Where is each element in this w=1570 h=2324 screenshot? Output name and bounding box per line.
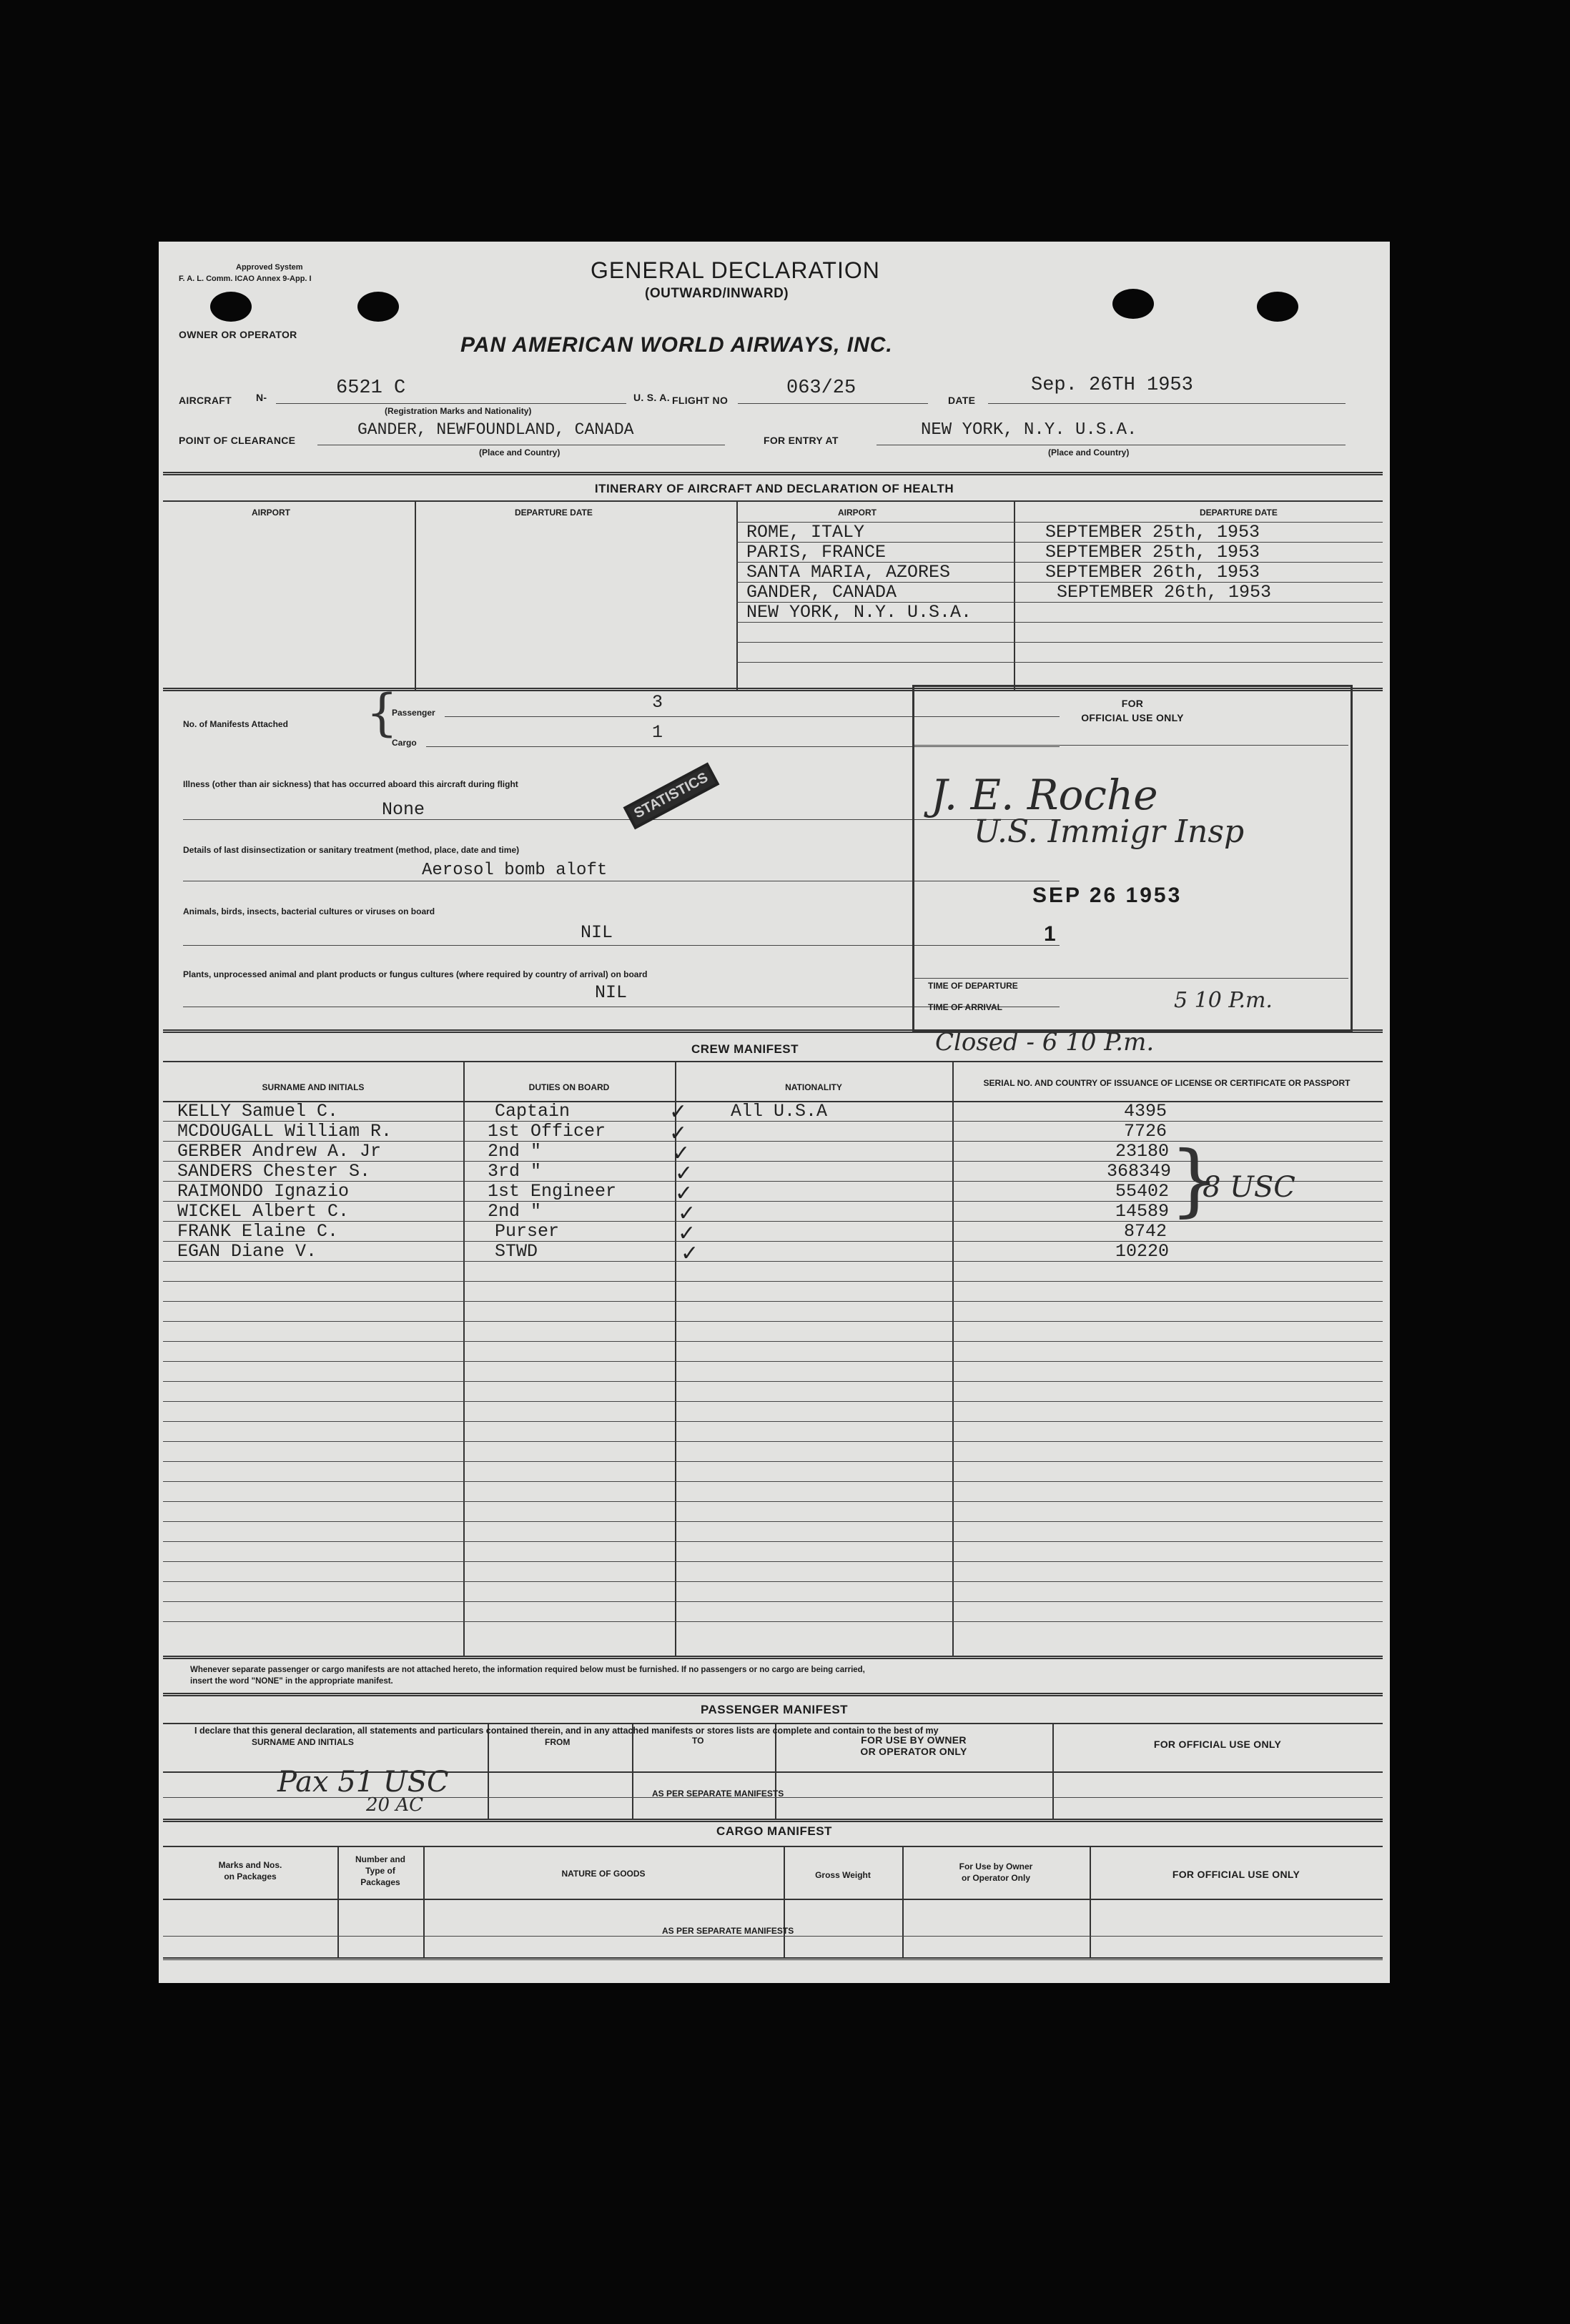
cargo-col-nature: NATURE OF GOODS xyxy=(561,1869,646,1879)
official-heading-2: OFFICIAL USE ONLY xyxy=(1081,712,1184,723)
cargo-col-official: FOR OFFICIAL USE ONLY xyxy=(1172,1869,1300,1880)
itinerary-heading: ITINERARY OF AIRCRAFT AND DECLARATION OF HEALTH xyxy=(594,482,954,495)
crew-col-name: SURNAME AND INITIALS xyxy=(262,1082,365,1092)
pax-hand-note-2: 20 AC xyxy=(366,1794,424,1816)
crew-col-nationality: NATIONALITY xyxy=(785,1082,842,1092)
crew-name: MCDOUGALL William R. xyxy=(177,1121,393,1142)
usa-label: U. S. A. xyxy=(633,392,670,403)
crew-serial: 10220 xyxy=(1115,1241,1170,1262)
crew-duty: 1st Officer xyxy=(488,1121,606,1142)
passenger-count: 3 xyxy=(652,692,663,713)
cargo-col-marks-2: on Packages xyxy=(224,1871,277,1882)
cargo-separate-manifests: AS PER SEPARATE MANIFESTS xyxy=(662,1926,794,1936)
crew-duty: Purser xyxy=(495,1221,560,1242)
form-title: GENERAL DECLARATION xyxy=(591,257,880,283)
crew-name: SANDERS Chester S. xyxy=(177,1161,371,1182)
cargo-count: 1 xyxy=(652,722,663,743)
inspector-title: U.S. Immigr Insp xyxy=(974,814,1245,850)
cargo-col-owner-1: For Use by Owner xyxy=(959,1861,1033,1871)
pax-col-name: SURNAME AND INITIALS xyxy=(252,1737,354,1747)
passenger-label: Passenger xyxy=(392,708,435,718)
check-mark-icon: ✓ xyxy=(675,1182,693,1205)
itinerary-date: SEPTEMBER 25th, 1953 xyxy=(1045,522,1260,543)
aircraft-label: AIRCRAFT xyxy=(179,395,232,406)
owner-label: OWNER OR OPERATOR xyxy=(179,329,297,340)
check-mark-icon: ✓ xyxy=(669,1122,688,1145)
registration-note: (Registration Marks and Nationality) xyxy=(385,406,532,416)
clearance-label: POINT OF CLEARANCE xyxy=(179,435,296,446)
crew-serial: 368349 xyxy=(1107,1161,1172,1182)
entry-value: NEW YORK, N.Y. U.S.A. xyxy=(921,420,1137,440)
illness-value: None xyxy=(382,799,425,820)
check-mark-icon: ✓ xyxy=(669,1100,688,1124)
arrival-time-label: TIME OF ARRIVAL xyxy=(928,1002,1002,1012)
check-mark-icon: ✓ xyxy=(675,1162,693,1185)
itinerary-airport: SANTA MARIA, AZORES xyxy=(746,562,951,583)
owner-value: PAN AMERICAN WORLD AIRWAYS, INC. xyxy=(460,333,893,357)
animals-label: Animals, birds, insects, bacterial cultures or viruses on board xyxy=(183,906,435,916)
punch-hole-right-1 xyxy=(1112,289,1154,319)
cargo-col-gross: Gross Weight xyxy=(815,1870,871,1880)
crew-name: WICKEL Albert C. xyxy=(177,1201,350,1222)
closed-note: Closed - 6 10 P.m. xyxy=(935,1028,1155,1057)
itinerary-airport: GANDER, CANADA xyxy=(746,582,897,603)
crew-name: RAIMONDO Ignazio xyxy=(177,1181,350,1202)
check-mark-icon: ✓ xyxy=(681,1242,699,1265)
statistics-stamp-text: STATISTICS xyxy=(623,763,719,830)
crew-duty: STWD xyxy=(495,1241,538,1262)
crew-duty: 2nd " xyxy=(488,1141,542,1162)
form-subtitle: (OUTWARD/INWARD) xyxy=(645,286,789,301)
pax-hand-note-1: Pax 51 USC xyxy=(277,1766,449,1799)
check-mark-icon: ✓ xyxy=(672,1142,691,1165)
date-value: Sep. 26TH 1953 xyxy=(1031,375,1193,396)
clearance-value: GANDER, NEWFOUNDLAND, CANADA xyxy=(357,420,634,439)
crew-serial: 8742 xyxy=(1124,1221,1167,1242)
crew-serial: 55402 xyxy=(1115,1181,1170,1202)
manifests-brace: { xyxy=(366,683,398,742)
pax-col-official: FOR OFFICIAL USE ONLY xyxy=(1153,1739,1282,1750)
crew-name: KELLY Samuel C. xyxy=(177,1101,339,1122)
flight-label: FLIGHT NO xyxy=(672,395,729,406)
crew-col-duties: DUTIES ON BOARD xyxy=(528,1082,610,1092)
crew-nationality-all: All U.S.A xyxy=(731,1101,828,1122)
crew-name: FRANK Elaine C. xyxy=(177,1221,339,1242)
declaration-text-1: I declare that this general declaration, all statements and particulars contained therein, and in any attached manifests or stores lists are complete and contain to the best of my xyxy=(194,1726,939,1736)
stamp-number: 1 xyxy=(1044,922,1056,946)
itinerary-date: SEPTEMBER 26th, 1953 xyxy=(1045,562,1260,583)
pax-col-owner-1: FOR USE BY OWNER xyxy=(861,1734,967,1746)
itinerary-airport: PARIS, FRANCE xyxy=(746,542,887,563)
approved-note: Approved System xyxy=(236,263,303,272)
departure-time-label: TIME OF DEPARTURE xyxy=(928,981,1018,991)
pax-col-from: FROM xyxy=(545,1737,571,1747)
illness-label: Illness (other than air sickness) that has occurred aboard this aircraft during flight xyxy=(183,779,518,789)
date-stamp: SEP 26 1953 xyxy=(1032,884,1183,907)
check-mark-icon: ✓ xyxy=(678,1222,696,1245)
crew-serial: 4395 xyxy=(1124,1101,1167,1122)
disinsectization-value: Aerosol bomb aloft xyxy=(422,861,608,880)
crew-serial-brace: } xyxy=(1170,1134,1220,1225)
flight-value: 063/25 xyxy=(786,377,856,399)
crew-duty: 3rd " xyxy=(488,1161,542,1182)
inspector-signature: J. E. Roche xyxy=(931,771,1158,819)
cargo-label: Cargo xyxy=(392,738,417,748)
disinsectization-label: Details of last disinsectization or sanitary treatment (method, place, date and time) xyxy=(183,845,520,855)
itinerary-airport: NEW YORK, N.Y. U.S.A. xyxy=(746,602,972,623)
entry-label: FOR ENTRY AT xyxy=(764,435,839,446)
official-heading-1: FOR xyxy=(1121,698,1144,709)
notice-text-1: Whenever separate passenger or cargo manifests are not attached hereto, the information required below must be furnished. If no passengers or no cargo are being carried, xyxy=(190,1666,865,1674)
itinerary-col-departure-2: DEPARTURE DATE xyxy=(1200,508,1278,518)
place-note-2: (Place and Country) xyxy=(1048,448,1130,458)
notice-text-2: insert the word "NONE" in the appropriate manifest. xyxy=(190,1677,393,1686)
crew-name: GERBER Andrew A. Jr xyxy=(177,1141,382,1162)
crew-duty: 1st Engineer xyxy=(488,1181,617,1202)
crew-col-serial: SERIAL NO. AND COUNTRY OF ISSUANCE OF LICENSE OR CERTIFICATE OR PASSPORT xyxy=(983,1078,1351,1088)
passenger-manifest-heading: PASSENGER MANIFEST xyxy=(700,1703,849,1716)
itinerary-col-departure-1: DEPARTURE DATE xyxy=(515,508,593,518)
plants-value: NIL xyxy=(595,982,628,1003)
cargo-col-number-2: Type of xyxy=(365,1866,395,1876)
crew-duty: 2nd " xyxy=(488,1201,542,1222)
crew-serial: 7726 xyxy=(1124,1121,1167,1142)
itinerary-date: SEPTEMBER 25th, 1953 xyxy=(1045,542,1260,563)
arrival-time-value: 5 10 P.m. xyxy=(1174,988,1273,1013)
crew-serial: 23180 xyxy=(1115,1141,1170,1162)
itinerary-col-airport-1: AIRPORT xyxy=(252,508,290,518)
aircraft-prefix: N- xyxy=(256,392,267,403)
faal-note: F. A. L. Comm. ICAO Annex 9-App. I xyxy=(179,275,312,283)
animals-value: NIL xyxy=(581,922,613,943)
cargo-col-owner-2: or Operator Only xyxy=(961,1873,1031,1883)
crew-name: EGAN Diane V. xyxy=(177,1241,317,1262)
date-label: DATE xyxy=(948,395,976,406)
check-mark-icon: ✓ xyxy=(678,1202,696,1225)
crew-serial: 14589 xyxy=(1115,1201,1170,1222)
punch-hole-left-1 xyxy=(210,292,252,322)
plants-label: Plants, unprocessed animal and plant products or fungus cultures (where required by country of arrival) on board xyxy=(183,969,648,979)
crew-heading: CREW MANIFEST xyxy=(691,1042,799,1056)
cargo-manifest-heading: CARGO MANIFEST xyxy=(716,1824,832,1838)
place-note-1: (Place and Country) xyxy=(479,448,561,458)
cargo-col-number-3: Packages xyxy=(360,1877,400,1887)
itinerary-airport: ROME, ITALY xyxy=(746,522,865,543)
crew-initials-note: 8 USC xyxy=(1203,1171,1295,1204)
punch-hole-right-2 xyxy=(1257,292,1298,322)
pax-separate-manifests: AS PER SEPARATE MANIFESTS xyxy=(652,1789,784,1799)
declaration-lower xyxy=(159,1960,1390,1983)
pax-col-owner-2: OR OPERATOR ONLY xyxy=(860,1746,967,1757)
itinerary-date: SEPTEMBER 26th, 1953 xyxy=(1057,582,1272,603)
cargo-col-number-1: Number and xyxy=(355,1854,405,1864)
aircraft-value: 6521 C xyxy=(336,377,406,399)
pax-col-to: TO xyxy=(692,1736,704,1746)
statistics-stamp xyxy=(623,769,719,822)
manifests-label: No. of Manifests Attached xyxy=(183,719,288,729)
itinerary-col-airport-2: AIRPORT xyxy=(838,508,877,518)
punch-hole-left-2 xyxy=(357,292,399,322)
cargo-col-marks-1: Marks and Nos. xyxy=(218,1860,282,1870)
declaration-sheet xyxy=(159,242,1390,1983)
crew-duty: Captain xyxy=(495,1101,571,1122)
